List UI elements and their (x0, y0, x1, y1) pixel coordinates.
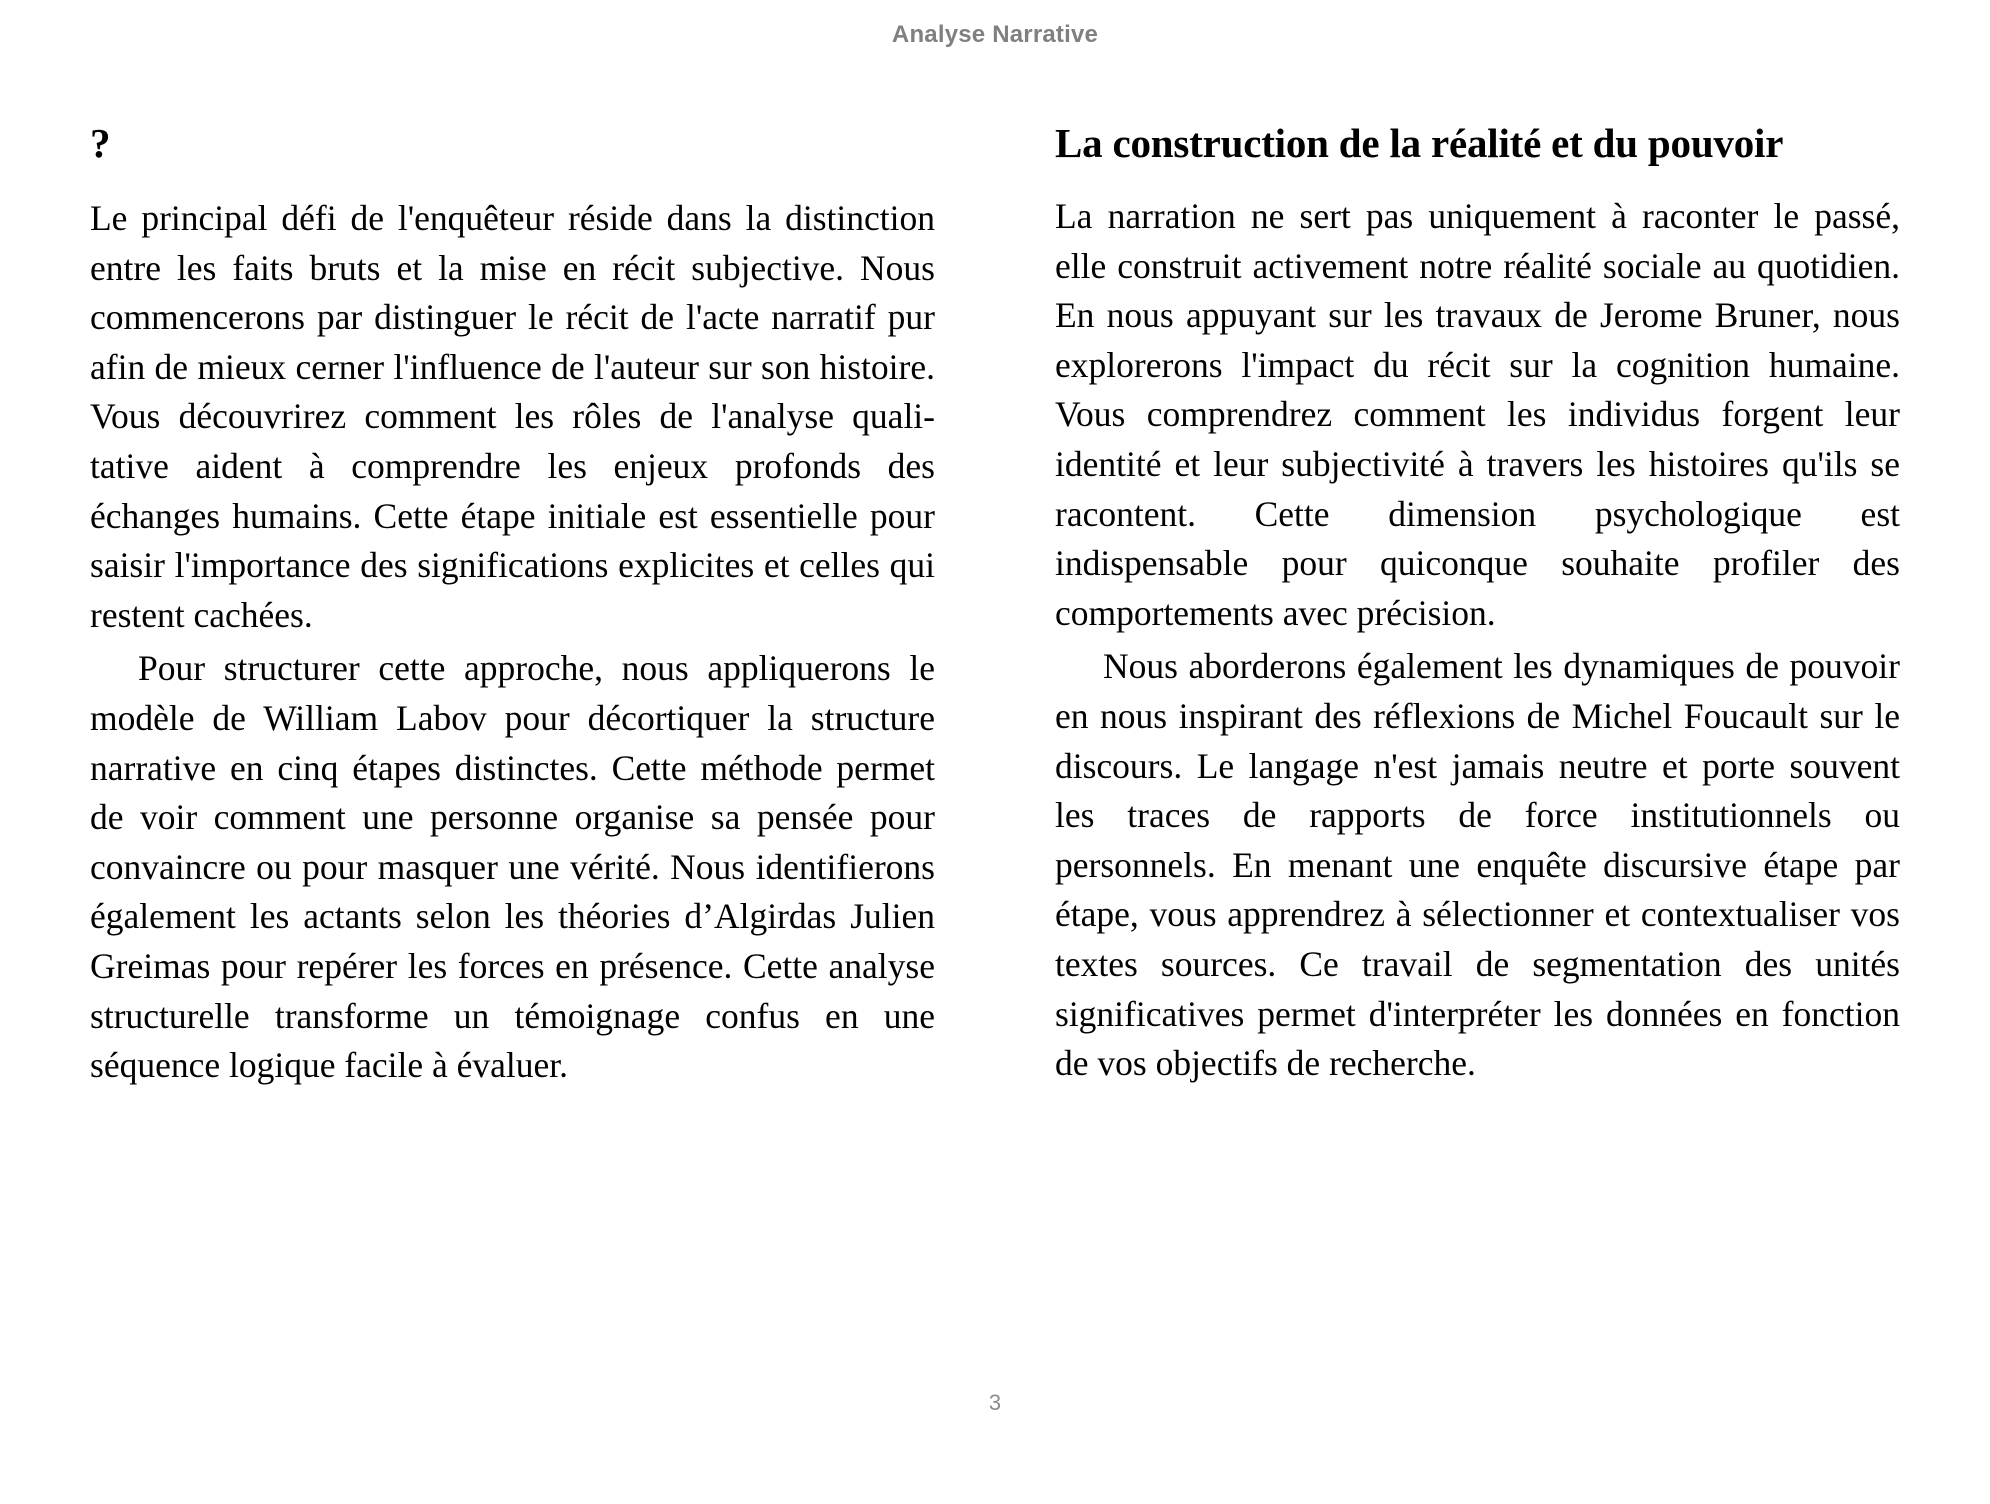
right-column-heading: La construction de la réalité et du pouvoir (1055, 120, 1784, 166)
page-number: 3 (988, 1390, 1002, 1415)
two-column-body (90, 118, 1900, 1091)
left-column (90, 118, 935, 1091)
running-header (0, 0, 1990, 70)
right-column-paragraph-1: La narration ne sert pas uniquement à raconter le passé, elle construit activement notre réalité sociale au quotidien. En nous appuyant sur les travaux de Jerome Bruner, nous explorerons l'impact du récit sur la cognition humaine. Vous comprendrez comment les individus forgent leur identité et leur subjectivité à travers les histoires qu'ils se racontent. Cette dimension psychologique est indispensable pour quiconque souhaite profiler des comportements avec précision. (1055, 196, 1900, 633)
running-header-title: Analyse Narrative (891, 21, 1099, 48)
left-column-heading: ? (90, 120, 111, 166)
left-column-paragraph-2: Pour structurer cette approche, nous appliquerons le modèle de William Labov pour décortiquer la structure narrative en cinq étapes distinctes. Cette méthode permet de voir comment une personne organise sa pensée pour convaincre ou pour masquer une vérité. Nous identifierons également les actants selon les théories d’Algirdas Julien Greimas pour repérer les forces en présence. Cette analyse structurelle transforme un témoignage confus en une séquence logique facile à évaluer. (90, 648, 935, 1086)
page-footer (0, 1390, 1990, 1416)
left-column-paragraph-1: Le principal défi de l'enquêteur réside dans la distinction entre les faits bruts et la mise en récit subjective. Nous commencerons par distinguer le récit de l'acte narratif pur afin de mieux cerner l'influence de l'auteur sur son histoire. Vous découvrirez comment les rôles de l'analyse qualitative aident à comprendre les enjeux profonds des échanges humains. Cette étape initiale est essentielle pour saisir l'importance des significations explicites et celles qui restent cachées. (90, 198, 935, 635)
right-column-paragraph-2: Nous aborderons également les dynamiques de pouvoir en nous inspirant des réflexions de Michel Foucault sur le discours. Le langage n'est jamais neutre et porte souvent les traces de rapports de force institutionnels ou personnels. En menant une enquête discursive étape par étape, vous apprendrez à sélectionner et contextualiser vos textes sources. Ce travail de segmentation des unités significatives permet d'interpréter les données en fonction de vos objectifs de recherche. (1055, 646, 1900, 1084)
right-column (1055, 118, 1900, 1089)
